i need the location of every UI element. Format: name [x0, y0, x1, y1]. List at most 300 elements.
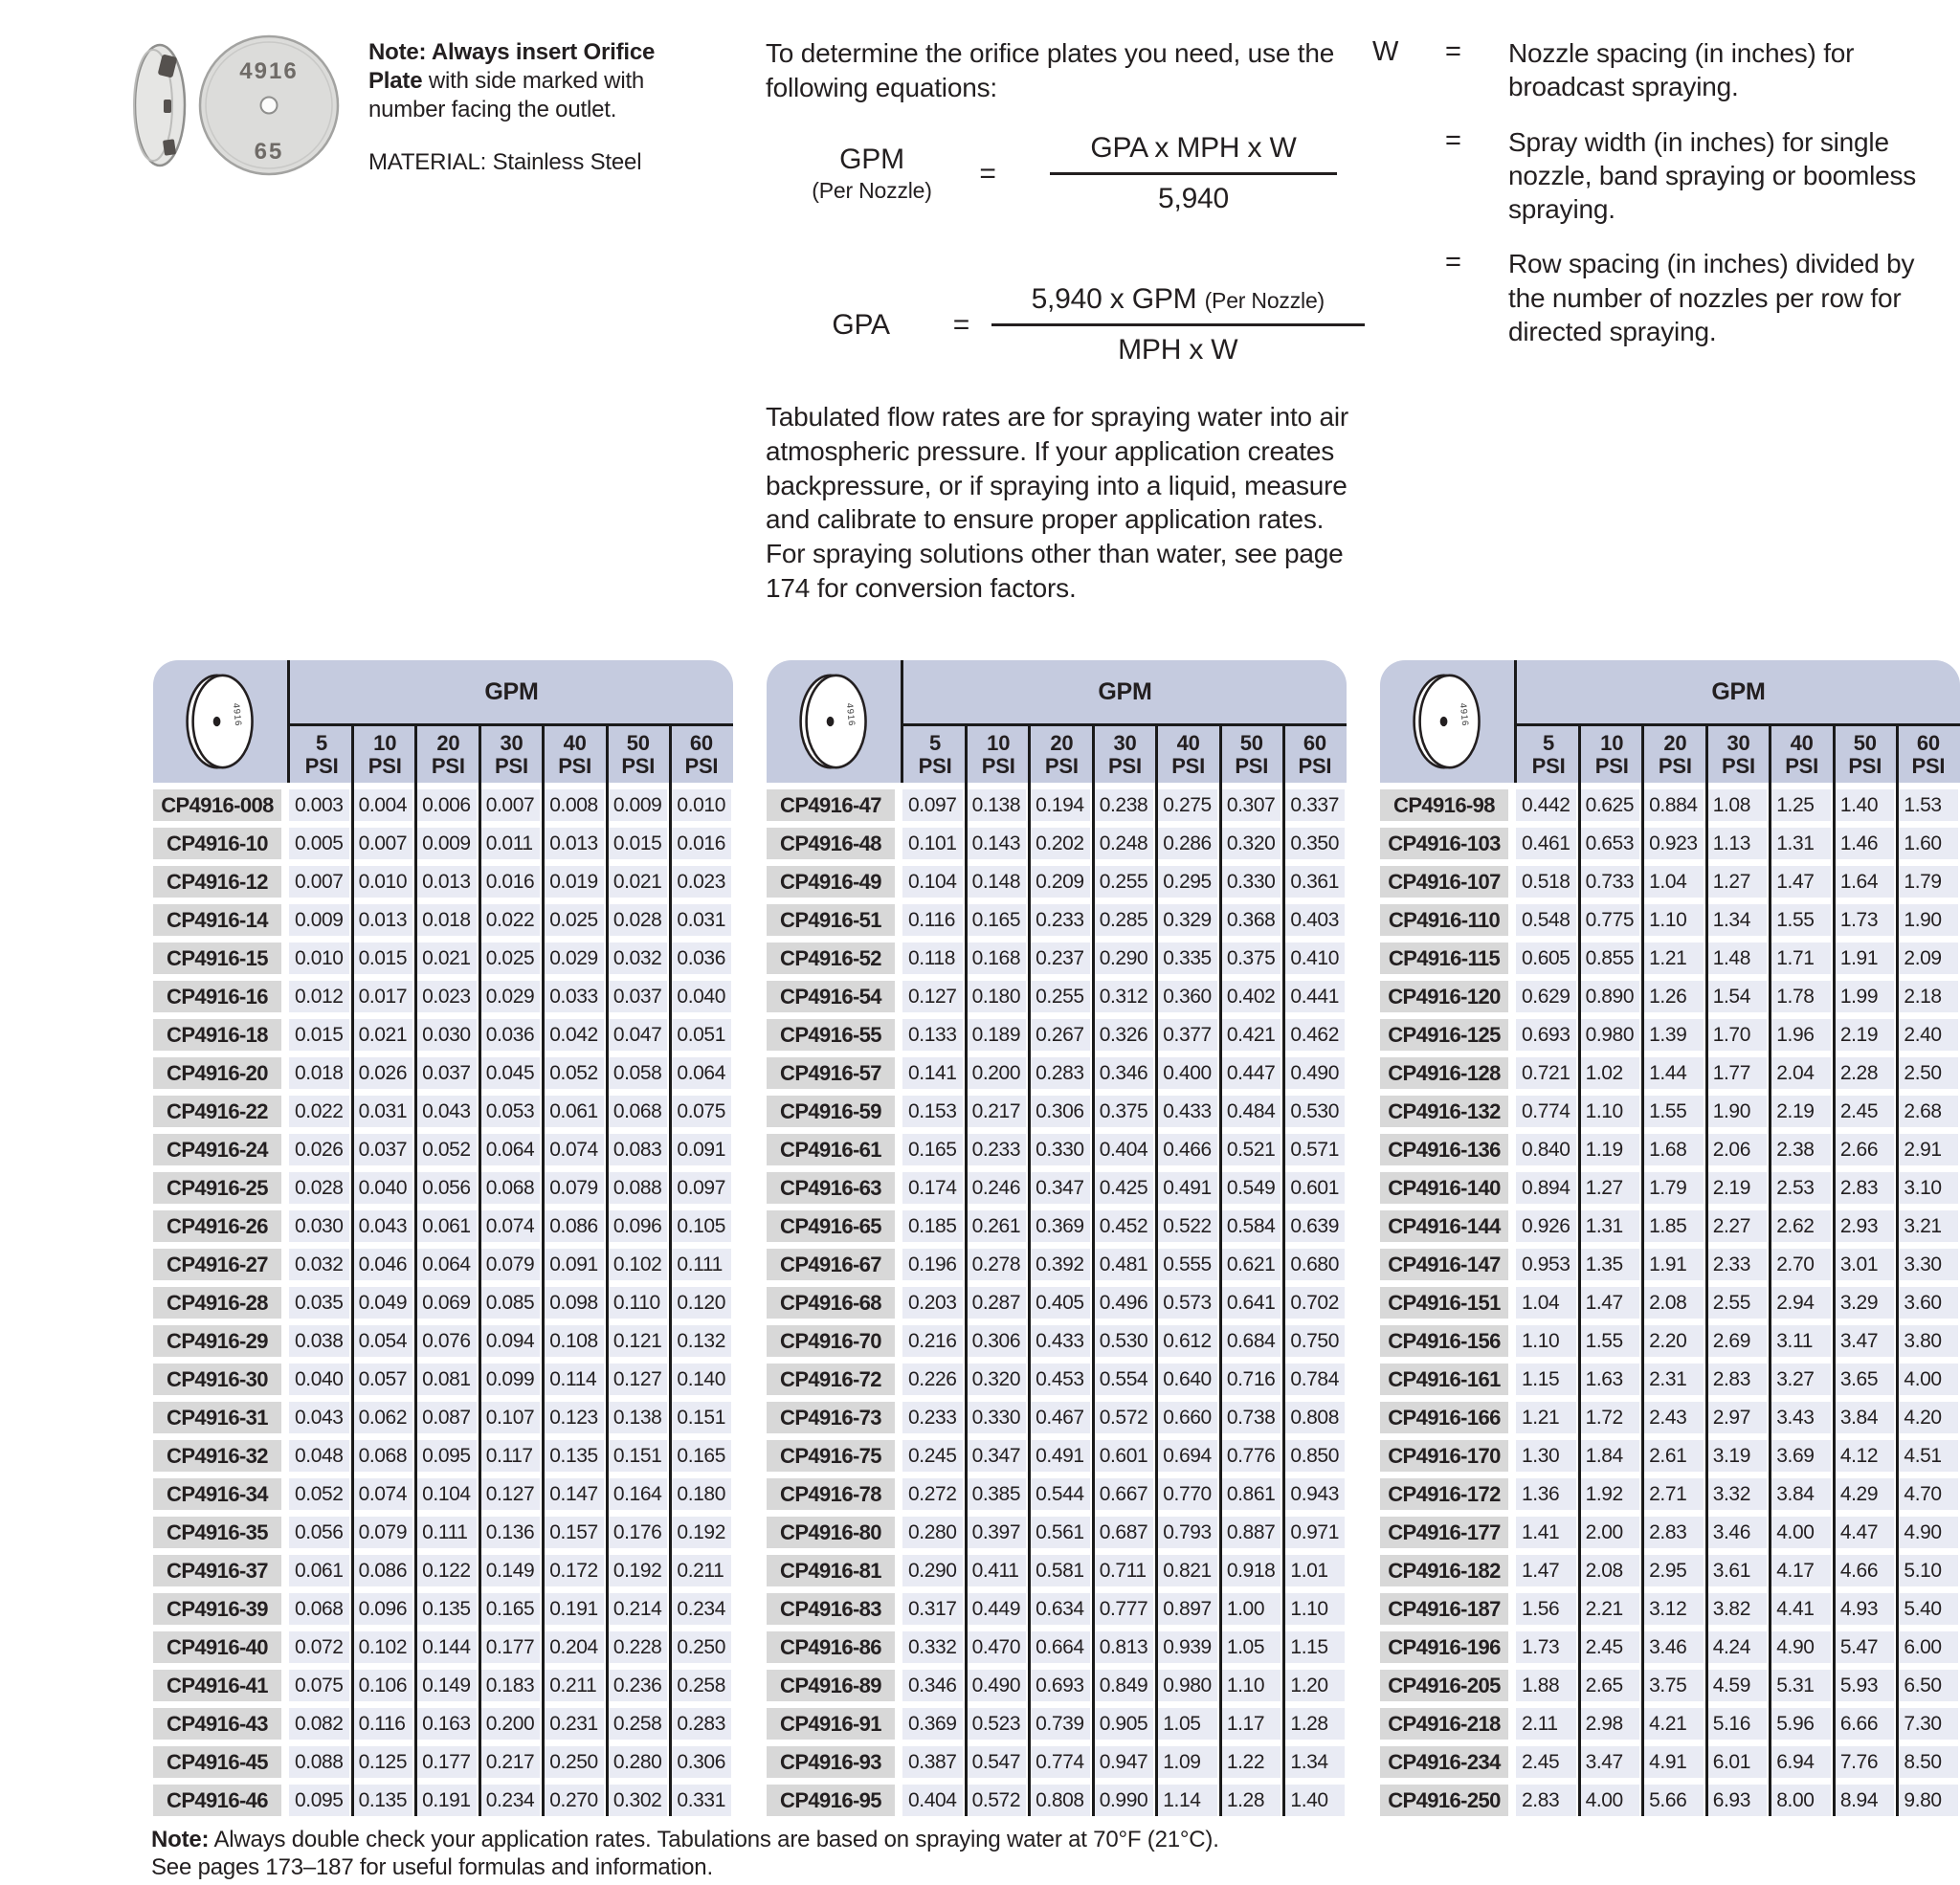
gpm-value: 0.405	[1030, 1287, 1090, 1319]
model-number: CP4916-136	[1380, 1134, 1508, 1165]
model-number: CP4916-20	[153, 1057, 281, 1089]
gpm-value: 5.16	[1707, 1708, 1768, 1740]
gpm-value: 0.030	[416, 1019, 477, 1051]
gpm-value: 0.203	[902, 1287, 963, 1319]
gpm-value: 0.127	[902, 981, 963, 1012]
gpm-value: 0.261	[967, 1210, 1027, 1242]
gpm-value: 2.06	[1707, 1134, 1768, 1165]
table-row	[767, 1631, 1347, 1663]
gpm-value: 1.90	[1898, 904, 1958, 936]
gpm-value: 0.233	[1030, 904, 1090, 936]
gpm-value: 0.068	[608, 1096, 668, 1127]
gpm-value: 0.612	[1157, 1325, 1217, 1357]
gpm-value: 0.629	[1516, 981, 1576, 1012]
gpm-value: 0.491	[1030, 1440, 1090, 1472]
gpm-value: 0.320	[967, 1364, 1027, 1395]
gpm-value: 3.21	[1898, 1210, 1958, 1242]
gpm-value: 0.151	[608, 1440, 668, 1472]
equals-sign: =	[1445, 124, 1461, 156]
gpm-value: 0.015	[289, 1019, 349, 1051]
gpm-value: 0.447	[1221, 1057, 1281, 1089]
model-number: CP4916-41	[153, 1670, 281, 1701]
gpm-value: 0.237	[1030, 942, 1090, 974]
gpm-value: 0.042	[544, 1019, 604, 1051]
gpm-equation-lhs	[791, 144, 953, 204]
table-row	[767, 1708, 1347, 1740]
gpm-value: 0.733	[1580, 866, 1640, 898]
gpm-value: 0.116	[353, 1708, 413, 1740]
model-number: CP4916-24	[153, 1134, 281, 1165]
gpm-value: 1.44	[1643, 1057, 1704, 1089]
gpm-value: 0.135	[544, 1440, 604, 1472]
gpm-value: 0.117	[480, 1440, 541, 1472]
gpm-value: 4.29	[1835, 1478, 1895, 1510]
gpm-value: 0.194	[1030, 789, 1090, 821]
table-row	[1380, 1287, 1960, 1319]
plate-icon-drawing	[1406, 668, 1488, 775]
model-number: CP4916-67	[767, 1249, 895, 1280]
gpm-value: 0.245	[902, 1440, 963, 1472]
model-number: CP4916-57	[767, 1057, 895, 1089]
gpm-value: 0.467	[1030, 1402, 1090, 1433]
gpm-value: 3.32	[1707, 1478, 1768, 1510]
psi-column-header: 40 PSI	[1785, 731, 1819, 778]
table-row	[1380, 1440, 1960, 1472]
gpm-value: 0.048	[289, 1440, 349, 1472]
gpm-value: 0.555	[1157, 1249, 1217, 1280]
gpm-value: 0.202	[1030, 828, 1090, 859]
model-number: CP4916-128	[1380, 1057, 1508, 1089]
gpm-value: 0.425	[1094, 1172, 1154, 1204]
gpm-value: 0.280	[608, 1746, 668, 1778]
gpm-value: 0.132	[671, 1325, 731, 1357]
table-row	[153, 1402, 733, 1433]
model-number: CP4916-40	[153, 1631, 281, 1663]
gpm-value: 0.233	[902, 1402, 963, 1433]
gpm-value: 0.029	[544, 942, 604, 974]
gpm-value: 0.687	[1094, 1517, 1154, 1548]
gpm-value: 0.010	[671, 789, 731, 821]
gpm-value: 1.55	[1771, 904, 1831, 936]
model-number: CP4916-98	[1380, 789, 1508, 821]
model-number: CP4916-170	[1380, 1440, 1508, 1472]
model-number: CP4916-55	[767, 1019, 895, 1051]
gpm-value: 0.026	[353, 1057, 413, 1089]
table-row	[767, 1096, 1347, 1127]
gpm-header	[901, 660, 1347, 783]
orifice-plate-icon	[1380, 660, 1514, 783]
gpm-value: 3.46	[1643, 1631, 1704, 1663]
gpm-value: 1.53	[1898, 789, 1958, 821]
model-number: CP4916-140	[1380, 1172, 1508, 1204]
footer-line-2: See pages 173–187 for useful formulas and information.	[151, 1854, 713, 1881]
gpm-value: 0.255	[1094, 866, 1154, 898]
psi-column-header: 30 PSI	[1722, 731, 1755, 778]
gpm-value: 0.133	[902, 1019, 963, 1051]
model-number: CP4916-18	[153, 1019, 281, 1051]
gpm-value: 0.019	[544, 866, 604, 898]
gpm-value: 1.79	[1643, 1172, 1704, 1204]
gpm-value: 2.55	[1707, 1287, 1768, 1319]
gpm-value: 2.38	[1771, 1134, 1831, 1165]
gpa-fraction	[991, 283, 1365, 366]
orifice-plate-icon	[153, 660, 287, 783]
table-row	[153, 1210, 733, 1242]
gpm-value: 0.157	[544, 1517, 604, 1548]
model-number: CP4916-166	[1380, 1402, 1508, 1433]
model-number: CP4916-73	[767, 1402, 895, 1433]
w-definition-row	[1372, 247, 1947, 348]
gpm-header	[1514, 660, 1960, 783]
table-row	[767, 1325, 1347, 1357]
gpm-value: 0.057	[353, 1364, 413, 1395]
gpm-value: 0.012	[289, 981, 349, 1012]
psi-column-header: 5 PSI	[1531, 731, 1566, 778]
gpm-value: 4.66	[1835, 1555, 1895, 1586]
gpm-value: 0.056	[416, 1172, 477, 1204]
gpm-value: 0.404	[902, 1785, 963, 1816]
model-number: CP4916-93	[767, 1746, 895, 1778]
gpm-value: 0.026	[289, 1134, 349, 1165]
gpm-value: 0.040	[289, 1364, 349, 1395]
gpm-value: 0.164	[608, 1478, 668, 1510]
model-number: CP4916-172	[1380, 1478, 1508, 1510]
gpm-value: 0.091	[671, 1134, 731, 1165]
gpm-value: 0.808	[1284, 1402, 1345, 1433]
gpm-value: 5.93	[1835, 1670, 1895, 1701]
gpm-value: 0.721	[1516, 1057, 1576, 1089]
gpm-value: 4.93	[1835, 1593, 1895, 1625]
gpm-value: 0.104	[902, 866, 963, 898]
equals-sign: =	[1445, 247, 1461, 278]
gpm-value: 0.138	[967, 789, 1027, 821]
gpm-value: 1.05	[1221, 1631, 1281, 1663]
gpm-value: 2.45	[1835, 1096, 1895, 1127]
gpm-value: 0.011	[480, 828, 541, 859]
equations-intro: To determine the orifice plates you need, use the following equations:	[766, 38, 1335, 102]
table-row	[153, 1287, 733, 1319]
gpm-value: 0.013	[353, 904, 413, 936]
model-number: CP4916-110	[1380, 904, 1508, 936]
gpm-value: 1.71	[1771, 942, 1831, 974]
psi-column-header: 40 PSI	[558, 731, 592, 778]
gpm-value: 3.47	[1835, 1325, 1895, 1357]
model-number: CP4916-107	[1380, 866, 1508, 898]
gpm-value: 0.054	[353, 1325, 413, 1357]
gpm-value: 1.84	[1580, 1440, 1640, 1472]
gpm-value: 0.716	[1221, 1364, 1281, 1395]
gpm-value: 0.573	[1157, 1287, 1217, 1319]
gpm-value: 1.34	[1707, 904, 1768, 936]
table-row	[767, 1210, 1347, 1242]
gpm-value: 0.601	[1094, 1440, 1154, 1472]
gpm-value: 0.043	[289, 1402, 349, 1433]
gpm-value: 0.074	[544, 1134, 604, 1165]
gpm-value: 0.127	[608, 1364, 668, 1395]
model-number: CP4916-48	[767, 828, 895, 859]
gpm-value: 1.63	[1580, 1364, 1640, 1395]
gpm-value: 0.121	[608, 1325, 668, 1357]
table-row	[767, 981, 1347, 1012]
gpm-value: 0.332	[902, 1631, 963, 1663]
model-number: CP4916-81	[767, 1555, 895, 1586]
gpm-value: 0.693	[1030, 1670, 1090, 1701]
gpm-value: 0.051	[671, 1019, 731, 1051]
gpm-value: 0.045	[480, 1057, 541, 1089]
gpm-value: 0.098	[544, 1287, 604, 1319]
model-number: CP4916-115	[1380, 942, 1508, 974]
table-row	[767, 1440, 1347, 1472]
psi-column-header: 10 PSI	[1594, 731, 1629, 778]
model-number: CP4916-132	[1380, 1096, 1508, 1127]
flow-table-2	[767, 660, 1347, 1823]
gpm-value: 0.214	[608, 1593, 668, 1625]
gpm-value: 1.56	[1516, 1593, 1576, 1625]
gpm-value: 1.35	[1580, 1249, 1640, 1280]
gpm-value: 0.122	[416, 1555, 477, 1586]
gpm-value: 2.94	[1771, 1287, 1831, 1319]
gpm-value: 1.70	[1707, 1019, 1768, 1051]
gpm-value: 0.038	[289, 1325, 349, 1357]
gpm-value: 0.283	[1030, 1057, 1090, 1089]
gpm-value: 0.307	[1221, 789, 1281, 821]
gpa-numerator-sub: (Per Nozzle)	[1204, 288, 1325, 313]
gpm-value: 0.330	[1030, 1134, 1090, 1165]
gpm-value: 0.196	[902, 1249, 963, 1280]
gpm-value: 0.082	[289, 1708, 349, 1740]
gpm-value: 0.028	[608, 904, 668, 936]
gpm-value: 0.813	[1094, 1631, 1154, 1663]
gpm-value: 1.39	[1643, 1019, 1704, 1051]
gpm-value: 1.28	[1221, 1785, 1281, 1816]
gpm-value: 0.337	[1284, 789, 1345, 821]
model-number: CP4916-27	[153, 1249, 281, 1280]
table-header	[1380, 660, 1960, 783]
gpm-header-label: GPM	[1098, 677, 1152, 705]
table-row	[1380, 904, 1960, 936]
gpm-value: 0.165	[967, 904, 1027, 936]
table-row	[153, 942, 733, 974]
plate-size-stamp: 65	[254, 139, 284, 165]
gpm-value: 0.861	[1221, 1478, 1281, 1510]
gpm-value: 1.04	[1516, 1287, 1576, 1319]
gpm-value: 4.47	[1835, 1517, 1895, 1548]
gpm-value: 0.329	[1157, 904, 1217, 936]
table-row	[1380, 1478, 1960, 1510]
gpm-value: 0.180	[967, 981, 1027, 1012]
gpm-value: 0.711	[1094, 1555, 1154, 1586]
gpm-value: 0.840	[1516, 1134, 1576, 1165]
gpm-value: 1.90	[1707, 1096, 1768, 1127]
gpm-value: 0.667	[1094, 1478, 1154, 1510]
gpm-value: 0.410	[1284, 942, 1345, 974]
gpm-value: 2.20	[1643, 1325, 1704, 1357]
gpm-value: 0.521	[1221, 1134, 1281, 1165]
flow-table-1	[153, 660, 733, 1823]
gpm-value: 0.287	[967, 1287, 1027, 1319]
gpm-value: 0.085	[480, 1287, 541, 1319]
gpm-value: 0.346	[1094, 1057, 1154, 1089]
table-row	[1380, 1210, 1960, 1242]
gpm-value: 0.694	[1157, 1440, 1217, 1472]
gpm-value: 2.19	[1771, 1096, 1831, 1127]
gpm-value: 0.453	[1030, 1364, 1090, 1395]
gpm-value: 4.17	[1771, 1555, 1831, 1586]
gpm-value: 6.93	[1707, 1785, 1768, 1816]
gpm-value: 0.127	[480, 1478, 541, 1510]
model-number: CP4916-156	[1380, 1325, 1508, 1357]
table-row	[767, 942, 1347, 974]
gpm-value: 2.53	[1771, 1172, 1831, 1204]
gpm-value: 0.702	[1284, 1287, 1345, 1319]
gpm-value: 2.83	[1516, 1785, 1576, 1816]
table-row	[153, 981, 733, 1012]
gpm-value: 1.55	[1580, 1325, 1640, 1357]
gpm-value: 4.51	[1898, 1440, 1958, 1472]
gpm-value: 0.306	[1030, 1096, 1090, 1127]
model-number: CP4916-34	[153, 1478, 281, 1510]
model-number: CP4916-47	[767, 789, 895, 821]
psi-column-header: 20 PSI	[1044, 731, 1079, 778]
gpm-value: 0.350	[1284, 828, 1345, 859]
gpm-value: 1.15	[1284, 1631, 1345, 1663]
psi-column-header: 60 PSI	[1911, 731, 1946, 778]
gpm-value: 3.27	[1771, 1364, 1831, 1395]
gpm-value: 2.70	[1771, 1249, 1831, 1280]
gpm-value: 0.693	[1516, 1019, 1576, 1051]
gpm-value: 0.490	[967, 1670, 1027, 1701]
model-number: CP4916-22	[153, 1096, 281, 1127]
gpm-value: 1.96	[1771, 1019, 1831, 1051]
gpm-value: 0.267	[1030, 1019, 1090, 1051]
gpm-value: 0.236	[608, 1670, 668, 1701]
gpm-value: 1.73	[1516, 1631, 1576, 1663]
gpm-value: 1.41	[1516, 1517, 1576, 1548]
gpm-value: 1.27	[1580, 1172, 1640, 1204]
gpm-value: 2.08	[1643, 1287, 1704, 1319]
gpm-value: 0.258	[608, 1708, 668, 1740]
gpm-value: 3.30	[1898, 1249, 1958, 1280]
gpm-fraction	[1022, 132, 1365, 215]
model-number: CP4916-196	[1380, 1631, 1508, 1663]
gpm-value: 0.738	[1221, 1402, 1281, 1433]
model-number: CP4916-31	[153, 1402, 281, 1433]
gpm-value: 1.00	[1221, 1593, 1281, 1625]
orifice-plate-icon	[767, 660, 901, 783]
table-row	[767, 1249, 1347, 1280]
gpm-value: 3.75	[1643, 1670, 1704, 1701]
gpm-value: 0.290	[902, 1555, 963, 1586]
gpm-value: 2.08	[1580, 1555, 1640, 1586]
gpm-value: 1.10	[1284, 1593, 1345, 1625]
gpm-value: 0.496	[1094, 1287, 1154, 1319]
gpm-value: 0.140	[671, 1364, 731, 1395]
gpm-value: 1.47	[1516, 1555, 1576, 1586]
gpm-value: 0.306	[967, 1325, 1027, 1357]
gpm-value: 1.04	[1643, 866, 1704, 898]
gpm-value: 1.22	[1221, 1746, 1281, 1778]
table-row	[767, 1019, 1347, 1051]
gpm-value: 1.34	[1284, 1746, 1345, 1778]
gpm-value: 0.320	[1221, 828, 1281, 859]
gpm-value: 6.50	[1898, 1670, 1958, 1701]
gpm-value: 0.581	[1030, 1555, 1090, 1586]
gpm-value: 0.174	[902, 1172, 963, 1204]
model-number: CP4916-125	[1380, 1019, 1508, 1051]
model-number: CP4916-63	[767, 1172, 895, 1204]
gpm-numerator: GPA x MPH x W	[1050, 132, 1336, 175]
gpm-value: 1.17	[1221, 1708, 1281, 1740]
table-row	[153, 866, 733, 898]
gpm-value: 0.217	[480, 1746, 541, 1778]
gpm-value: 1.78	[1771, 981, 1831, 1012]
gpm-value: 0.250	[544, 1746, 604, 1778]
gpm-value: 0.043	[353, 1210, 413, 1242]
psi-column-header: 20 PSI	[1658, 731, 1692, 778]
gpm-value: 0.947	[1094, 1746, 1154, 1778]
gpm-value: 0.347	[1030, 1172, 1090, 1204]
gpm-value: 0.217	[967, 1096, 1027, 1127]
model-number: CP4916-120	[1380, 981, 1508, 1012]
table-row	[153, 1364, 733, 1395]
psi-column-header: 20 PSI	[431, 731, 465, 778]
gpm-value: 6.66	[1835, 1708, 1895, 1740]
gpm-value: 1.19	[1580, 1134, 1640, 1165]
table-row	[153, 1440, 733, 1472]
gpm-value: 0.068	[480, 1172, 541, 1204]
gpm-value: 0.003	[289, 789, 349, 821]
footer-note-rest: Always double check your application rates. Tabulations are based on spraying water at 70°F (21°C).	[209, 1827, 1219, 1852]
gpm-value: 0.040	[671, 981, 731, 1012]
model-number: CP4916-144	[1380, 1210, 1508, 1242]
gpm-value: 0.639	[1284, 1210, 1345, 1242]
model-number: CP4916-86	[767, 1631, 895, 1663]
gpm-value: 0.250	[671, 1631, 731, 1663]
model-number: CP4916-161	[1380, 1364, 1508, 1395]
gpm-value: 1.31	[1771, 828, 1831, 859]
table-row	[153, 1631, 733, 1663]
gpm-value: 2.18	[1898, 981, 1958, 1012]
model-number: CP4916-15	[153, 942, 281, 974]
gpm-value: 0.016	[480, 866, 541, 898]
gpm-value: 0.411	[967, 1555, 1027, 1586]
gpm-header-label: GPM	[1711, 677, 1766, 705]
gpm-value: 0.980	[1580, 1019, 1640, 1051]
gpm-value: 0.211	[544, 1670, 604, 1701]
model-number: CP4916-75	[767, 1440, 895, 1472]
gpm-value: 3.84	[1835, 1402, 1895, 1433]
table-header	[153, 660, 733, 783]
gpm-value: 0.037	[353, 1134, 413, 1165]
gpm-value: 5.10	[1898, 1555, 1958, 1586]
tabulated-flow-note: Tabulated flow rates are for spraying water into air atmospheric pressure. If your application creates backpressure, or if spraying into a liquid, measure and calibrate to ensure proper application rates. For spraying solutions other than water, see page 174 for conversion factors.	[766, 402, 1349, 604]
model-number: CP4916-182	[1380, 1555, 1508, 1586]
gpm-value: 1.08	[1707, 789, 1768, 821]
gpm-value: 2.66	[1835, 1134, 1895, 1165]
gpm-value: 0.144	[416, 1631, 477, 1663]
table-row	[1380, 1555, 1960, 1586]
table-row	[767, 1402, 1347, 1433]
gpm-value: 0.165	[480, 1593, 541, 1625]
w-definition-row	[1372, 125, 1947, 227]
gpm-value: 0.030	[289, 1210, 349, 1242]
table-row	[767, 1593, 1347, 1625]
table-row	[767, 1746, 1347, 1778]
gpm-value: 1.10	[1516, 1325, 1576, 1357]
gpm-value: 0.056	[289, 1517, 349, 1548]
w-symbol	[1372, 247, 1445, 348]
gpm-value: 1.91	[1643, 1249, 1704, 1280]
